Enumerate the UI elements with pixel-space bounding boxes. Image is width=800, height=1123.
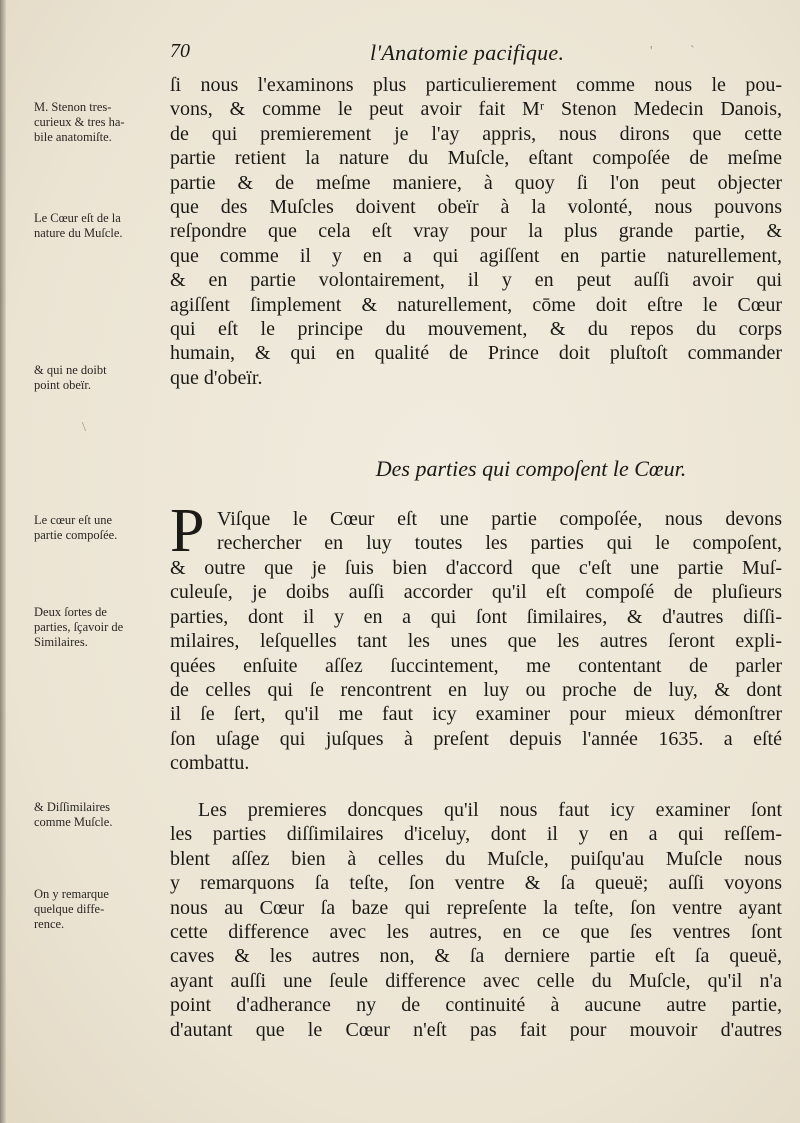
margin-note <box>34 363 169 393</box>
text-line: que comme il y en a qui agiſſent en partie naturellement, <box>170 244 782 267</box>
page-number: 70 <box>170 40 190 62</box>
text-line: ayant auſſi une ſeule difference avec celle du Muſcle, qu'il n'a <box>170 969 782 992</box>
text-line: ſon uſage qui juſques à preſent depuis l'année 1635. a eſté <box>170 727 782 750</box>
margin-note <box>34 513 169 543</box>
text-line: rechercher en luy toutes les parties qui le compoſent, <box>217 532 782 555</box>
margin-note-line: M. Stenon tres- <box>34 100 112 114</box>
ink-speck: \ <box>82 420 86 435</box>
margin-note-line: parties, ſçavoir de <box>34 620 124 634</box>
text-line: partie & de meſme maniere, à quoy ſi l'on peut objecter <box>170 171 782 194</box>
margin-note-line: quelque diffe- <box>34 902 105 916</box>
drop-cap: P <box>170 497 205 565</box>
text-line: que d'obeïr. <box>170 366 263 389</box>
paragraph-2-opening <box>217 507 782 556</box>
text-line: de qui premierement je l'ay appris, nous dirons que cette <box>170 122 782 145</box>
margin-note-line: partie compoſée. <box>34 528 118 542</box>
text-line: point d'adherance ny de continuité à aucune autre partie, <box>170 994 782 1017</box>
margin-note-line: Le Cœur eſt de la <box>34 211 121 225</box>
section-heading <box>170 456 782 482</box>
running-head: l'Anatomie pacifique. <box>370 40 565 65</box>
text-line: Viſque le Cœur eſt une partie compoſée, nous devons <box>217 508 782 530</box>
text-line: d'autant que le Cœur n'eſt pas fait pour mouvoir d'autres <box>170 1018 782 1041</box>
text-line: partie retient la nature du Muſcle, eſtant compoſée de meſme <box>170 147 782 170</box>
text-line: que des Muſcles doivent obeïr à la volonté, nous pouvons <box>170 196 782 219</box>
margin-note-line: nature du Muſcle. <box>34 226 123 240</box>
margin-note-line: Deux ſortes de <box>34 605 107 619</box>
text-line: blent aſſez bien à celles du Muſcle, puiſqu'au Muſcle nous <box>170 847 782 870</box>
text-line: ſi nous l'examinons plus particulierement comme nous le pou- <box>170 74 782 96</box>
text-line: milaires, leſquelles tant les unes que les autres ſeront expli- <box>170 630 782 653</box>
margin-note-line: curieux & tres ha- <box>34 115 125 129</box>
text-line: & en partie volontairement, il y en peut auſſi avoir qui <box>170 269 782 292</box>
section-heading-text: Des parties qui compoſent le Cœur. <box>375 456 687 481</box>
text-line: les parties diſſimilaires d'iceluy, dont il y en a qui reſſem- <box>170 823 782 846</box>
margin-note-line: & qui ne doibt <box>34 363 107 377</box>
text-line: caves & les autres non, & ſa derniere partie eſt ſa queuë, <box>170 945 782 968</box>
margin-note-line: Le cœur eſt une <box>34 513 113 527</box>
ink-speck: ' <box>650 44 653 59</box>
page-spine-shadow <box>0 0 6 1123</box>
margin-note <box>34 800 169 830</box>
text-line: cette difference avec les autres, en ce que ſes ventres ſont <box>170 921 782 944</box>
margin-note-line: Similaires. <box>34 635 88 649</box>
margin-note-line: bile anatomiſte. <box>34 130 112 144</box>
margin-note <box>34 605 169 650</box>
text-line: combattu. <box>170 752 250 775</box>
text-line: agiſſent ſimplement & naturellement, cōme doit eſtre le Cœur <box>170 293 782 316</box>
text-line: qui eſt le principe du mouvement, & du repos du corps <box>170 318 782 341</box>
text-line: vons, & comme le peut avoir fait Mʳ Stenon Medecin Danois, <box>170 98 782 121</box>
text-line: parties, dont il y en a qui ſont ſimilaires, & d'autres diſſi- <box>170 605 782 628</box>
margin-note <box>34 887 169 932</box>
text-line: humain, & qui en qualité de Prince doit pluſtoſt commander <box>170 342 782 365</box>
margin-note-line: & Diſſimilaires <box>34 800 111 814</box>
text-line: reſpondre que cela eſt vray pour la plus grande partie, & <box>170 220 782 243</box>
text-line: il ſe ſert, qu'il me faut icy examiner pour mieux démonſtrer <box>170 703 782 726</box>
text-line: Les premieres doncques qu'il nous faut icy examiner ſont <box>198 799 782 821</box>
margin-note-line: rence. <box>34 917 65 931</box>
text-line: nous au Cœur ſa baze qui repreſente la teſte, ſon ventre ayant <box>170 896 782 919</box>
text-line: culeuſe, je doibs auſſi accorder qu'il eſt compoſé de pluſieurs <box>170 581 782 604</box>
text-line: de celles qui ſe rencontrent en luy ou proche de luy, & dont <box>170 679 782 702</box>
margin-note-line: On y remarque <box>34 887 109 901</box>
margin-note-line: comme Muſcle. <box>34 815 113 829</box>
text-line: y remarquons ſa teſte, ſon ventre & ſa queuë; auſſi voyons <box>170 872 782 895</box>
text-line: & outre que je ſuis bien d'accord que c'eſt une partie Muſ- <box>170 557 782 579</box>
paragraph-2 <box>170 556 782 776</box>
margin-note-line: point obeïr. <box>34 378 91 392</box>
text-line: quées enſuite aſſez ſuccintement, me contentant de parler <box>170 654 782 677</box>
paragraph-3 <box>170 798 782 1042</box>
margin-note <box>34 211 169 241</box>
page-header <box>170 40 770 70</box>
margin-note <box>34 100 169 145</box>
ink-speck: ` <box>690 44 695 59</box>
paragraph-1 <box>170 73 782 390</box>
